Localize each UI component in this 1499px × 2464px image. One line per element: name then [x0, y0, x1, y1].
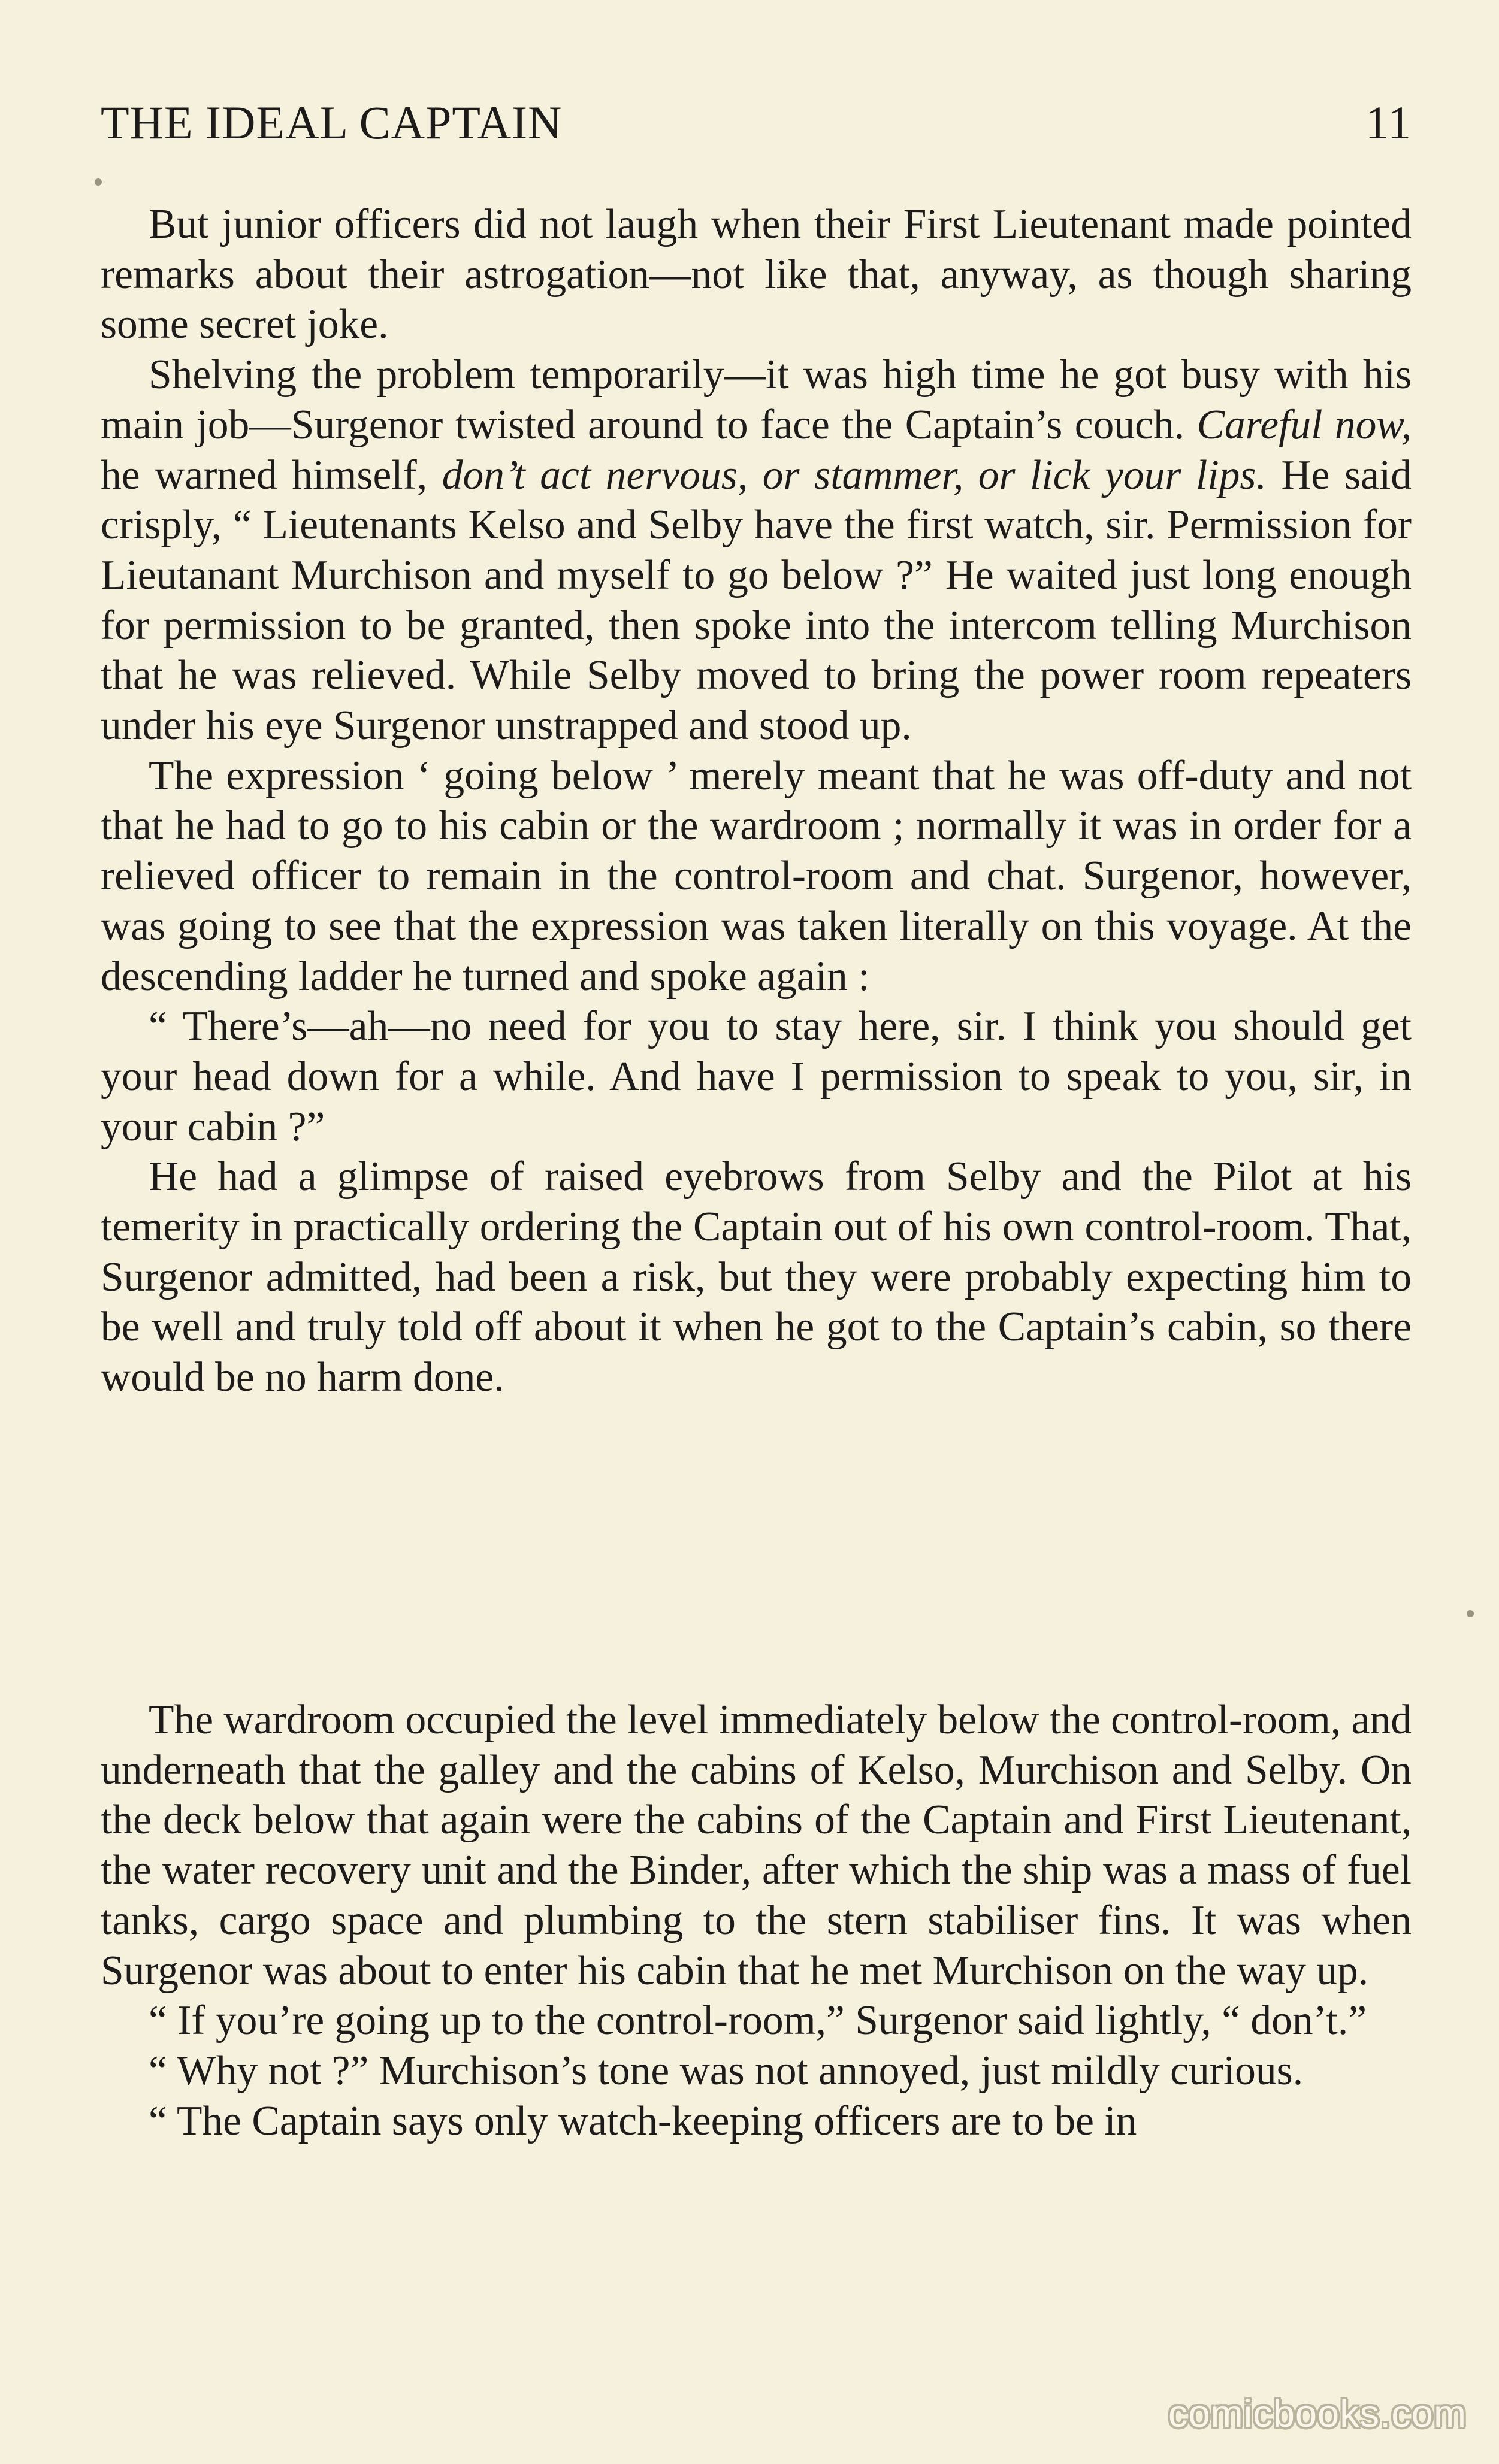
body-paragraph: “ If you’re going up to the control-room,” Surgenor said lightly, “ don’t.”: [149, 1997, 1367, 2044]
body-paragraph: He had a glimpse of raised eyebrows from Selby and the Pilot at his temerity in practically ordering the Captain out of his own control-room. That, Surgenor admitted, had been a risk, but they were probably expecting him to be well and truly told off about it when he got to the Captain’s cabin, so there would be no harm done.: [101, 1154, 1412, 1401]
body-paragraph: Shelving the problem temporarily—it was high time he got busy with his main job—Surgenor twisted around to face the Captain’s couch. Careful now, he warned himself, don’t act nervous, or stammer, or lick your lips. He said crisply, “ Lieutenants Kelso and Selby have the first watch, sir. Permission for Lieutanant Murchison and myself to go below ?” He waited just long enough for permission to be granted, then spoke into the intercom telling Murchison that he was relieved. While Selby moved to bring the power room repeaters under his eye Surgenor unstrapped and stood up.: [101, 352, 1412, 749]
body-paragraph: The expression ‘ going below ’ merely meant that he was off-duty and not that he had to go to his cabin or the wardroom ; normally it was in order for a relieved officer to remain in the control-room and chat. Surgenor, however, was going to see that the expression was taken literally on this voyage. At the descending ladder he turned and spoke again :: [101, 752, 1412, 1000]
text-block-upper: [101, 199, 1412, 1403]
speck-mark: [95, 178, 102, 186]
body-paragraph: “ The Captain says only watch-keeping officers are to be in: [149, 2097, 1137, 2144]
site-watermark: comicbooks.com: [1168, 2392, 1467, 2435]
running-head: [101, 90, 1412, 156]
body-paragraph: “ Why not ?” Murchison’s tone was not annoyed, just mildly curious.: [149, 2047, 1304, 2094]
text-block-lower: [101, 1695, 1412, 2146]
body-paragraph: But junior officers did not laugh when their First Lieutenant made pointed remarks about their astrogation—not like that, anyway, as though sharing some secret joke.: [101, 201, 1412, 348]
speck-mark: [1467, 1610, 1474, 1617]
body-paragraph: “ There’s—ah—no need for you to stay here, sir. I think you should get your head down for a while. And have I permission to speak to you, sir, in your cabin ?”: [101, 1003, 1412, 1150]
running-title: THE IDEAL CAPTAIN: [101, 96, 563, 149]
page-number: 11: [1365, 96, 1412, 149]
body-paragraph: The wardroom occupied the level immediately below the control-room, and underneath that the galley and the cabins of Kelso, Murchison and Selby. On the deck below that again were the cabins of the Captain and First Lieutenant, the water recovery unit and the Binder, after which the ship was a mass of fuel tanks, cargo space and plumbing to the stern stabiliser fins. It was when Surgenor was about to enter his cabin that he met Murchison on the way up.: [101, 1697, 1412, 1994]
